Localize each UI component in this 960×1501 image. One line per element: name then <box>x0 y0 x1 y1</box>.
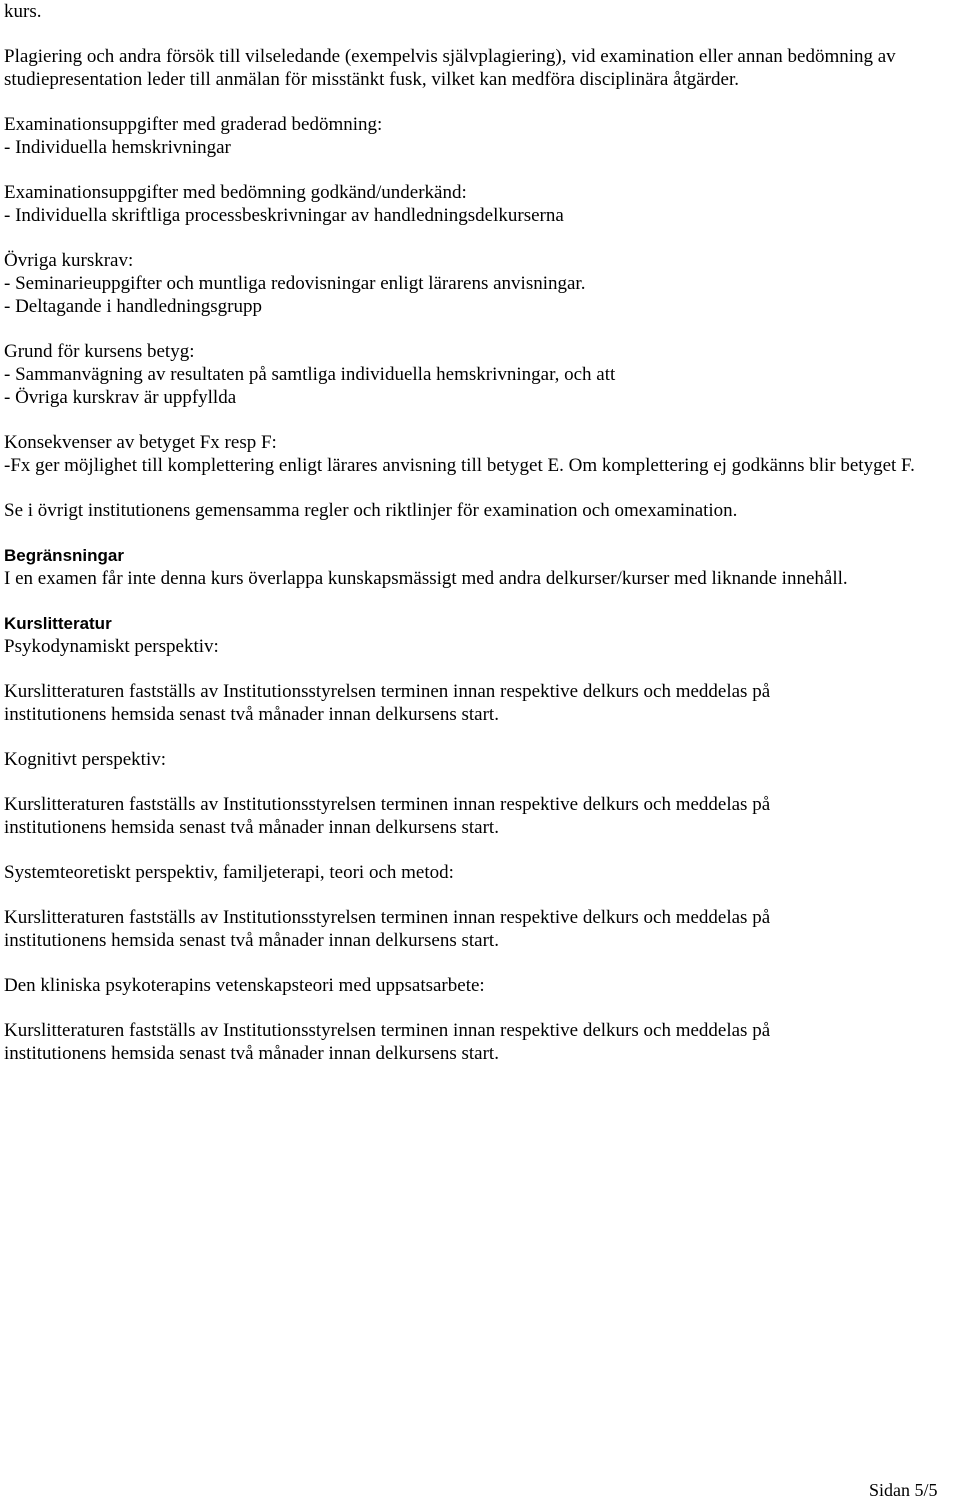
see-also-paragraph: Se i övrigt institutionens gemensamma regler och riktlinjer för examination och omexamination. <box>4 500 738 521</box>
grade-basis-title: Grund för kursens betyg: <box>4 341 195 362</box>
restrictions-text: I en examen får inte denna kurs överlappa kunskapsmässigt med andra delkurser/kurser med liknande innehåll. <box>4 568 848 589</box>
literature-section-line: Kurslitteraturen fastställs av Institutionsstyrelsen terminen innan respektive delkurs och meddelas på <box>4 1020 771 1041</box>
fx-title: Konsekvenser av betyget Fx resp F: <box>4 432 277 453</box>
passfail-item: - Individuella skriftliga processbeskrivningar av handledningsdelkurserna <box>4 205 564 226</box>
other-requirements-item: - Deltagande i handledningsgrupp <box>4 296 263 317</box>
literature-section-line: Kurslitteraturen fastställs av Institutionsstyrelsen terminen innan respektive delkurs och meddelas på <box>4 907 771 928</box>
literature-section-line: Kurslitteraturen fastställs av Institutionsstyrelsen terminen innan respektive delkurs och meddelas på <box>4 794 771 815</box>
passfail-title: Examinationsuppgifter med bedömning godkänd/underkänd: <box>4 182 467 203</box>
literature-section-title: Systemteoretiskt perspektiv, familjeterapi, teori och metod: <box>4 862 454 883</box>
literature-section-line: institutionens hemsida senast två månader innan delkursens start. <box>4 930 499 951</box>
other-requirements-title: Övriga kurskrav: <box>4 250 134 271</box>
grade-basis-item: - Övriga kurskrav är uppfyllda <box>4 387 237 408</box>
literature-section-title: Kognitivt perspektiv: <box>4 749 167 770</box>
literature-section-title: Den kliniska psykoterapins vetenskapsteori med uppsatsarbete: <box>4 975 485 996</box>
page-number: Sidan 5/5 <box>869 1480 938 1500</box>
literature-section-line: institutionens hemsida senast två månader innan delkursens start. <box>4 817 499 838</box>
other-requirements-item: - Seminarieuppgifter och muntliga redovisningar enligt lärarens anvisningar. <box>4 273 586 294</box>
graded-item: - Individuella hemskrivningar <box>4 137 231 158</box>
graded-title: Examinationsuppgifter med graderad bedömning: <box>4 114 383 135</box>
literature-heading: Kurslitteratur <box>4 614 112 633</box>
top-fragment: kurs. <box>4 1 42 22</box>
plagiarism-paragraph: Plagiering och andra försök till vilseledande (exempelvis självplagiering), vid examination eller annan bedömning av studiepresentation leder till anmälan för misstänkt fusk, vilket kan medföra disciplinära åtgärder. <box>4 46 896 90</box>
literature-section-line: institutionens hemsida senast två månader innan delkursens start. <box>4 1043 499 1064</box>
literature-section-title: Psykodynamiskt perspektiv: <box>4 636 219 657</box>
literature-section-line: Kurslitteraturen fastställs av Institutionsstyrelsen terminen innan respektive delkurs och meddelas på <box>4 681 771 702</box>
literature-section-line: institutionens hemsida senast två månader innan delkursens start. <box>4 704 499 725</box>
fx-text: -Fx ger möjlighet till komplettering enligt lärares anvisning till betyget E. Om komplettering ej godkänns blir betyget F. <box>4 455 915 476</box>
document-body <box>4 0 956 1065</box>
grade-basis-item: - Sammanvägning av resultaten på samtliga individuella hemskrivningar, och att <box>4 364 616 385</box>
restrictions-heading: Begränsningar <box>4 546 124 565</box>
